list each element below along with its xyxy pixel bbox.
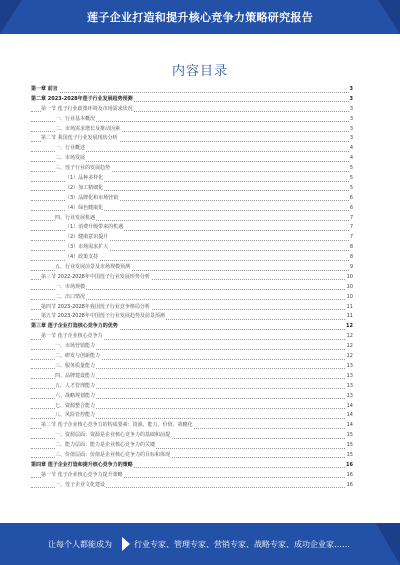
toc-entry[interactable] <box>31 174 353 184</box>
toc-entry-page: 16 <box>345 461 353 471</box>
toc-entry-page: 8 <box>349 253 353 263</box>
play-arrow-icon <box>122 537 130 551</box>
toc-entry[interactable] <box>31 263 353 273</box>
toc-entry-text: （3）市场需求扩大 <box>65 243 109 253</box>
toc-chapter-entry[interactable] <box>31 461 353 471</box>
toc-entry-page: 11 <box>346 312 353 322</box>
toc-entry-page: 10 <box>346 273 353 283</box>
toc-entry-text: 第四节 2023-2028年我国莲子行业竞争格局分析 <box>41 303 151 313</box>
toc-entry[interactable] <box>31 233 353 243</box>
toc-entry[interactable] <box>31 115 353 125</box>
toc-entry-text: 第一节 莲子企业核心竞争力提升策略 <box>41 471 124 481</box>
toc-entry-page: 7 <box>349 214 353 224</box>
toc-entry-text: （1）品种多样化 <box>65 174 104 184</box>
toc-entry[interactable] <box>31 214 353 224</box>
toc-entry-page: 9 <box>349 263 353 273</box>
toc-entry-page: 7 <box>349 233 353 243</box>
table-of-contents <box>31 85 353 491</box>
toc-entry[interactable] <box>31 441 353 451</box>
toc-entry[interactable] <box>31 243 353 253</box>
toc-entry-page: 6 <box>349 204 353 214</box>
toc-entry[interactable] <box>31 283 353 293</box>
toc-entry-page: 4 <box>349 144 353 154</box>
toc-entry-page: 16 <box>346 471 353 481</box>
toc-entry-text: 第一节 莲子行业政策环境及市场需求状况 <box>41 105 134 115</box>
toc-entry-text: 第二节 莲子企业核心竞争力的构成要素：资源、能力、价值、战略化 <box>41 421 194 431</box>
toc-entry-text: 二、市场发展 <box>55 154 86 164</box>
toc-entry[interactable] <box>31 184 353 194</box>
toc-entry-page: 3 <box>349 95 353 105</box>
toc-entry-page: 10 <box>346 283 353 293</box>
toc-entry-text: 三、莲子行业的发展趋势 <box>55 164 111 174</box>
toc-entry-page: 3 <box>349 105 353 115</box>
toc-entry[interactable] <box>31 293 353 303</box>
toc-entry[interactable] <box>31 402 353 412</box>
toc-entry[interactable] <box>31 362 353 372</box>
toc-entry-page: 12 <box>346 332 353 342</box>
toc-entry-text: 第三节 2022-2028年中国莲子行业发展形势分析 <box>41 273 151 283</box>
toc-entry[interactable] <box>31 451 353 461</box>
toc-entry-page: 11 <box>346 303 353 313</box>
report-title: 莲子企业打造和提升核心竞争力策略研究报告 <box>87 11 313 24</box>
toc-entry-page: 3 <box>349 134 353 144</box>
toc-entry-text: 二、市场需求增长及推动因素 <box>55 125 121 135</box>
toc-entry[interactable] <box>31 421 353 431</box>
toc-entry-page: 7 <box>349 223 353 233</box>
toc-entry-page: 10 <box>346 293 353 303</box>
toc-entry-text: 一、莲子企业文化建设 <box>55 481 106 491</box>
toc-entry-page: 12 <box>346 352 353 362</box>
toc-entry-page: 8 <box>349 243 353 253</box>
toc-entry[interactable] <box>31 372 353 382</box>
toc-title: 内容目录 <box>171 64 228 79</box>
toc-entry[interactable] <box>31 481 353 491</box>
toc-entry-page: 12 <box>345 322 353 332</box>
toc-entry-text: 第四章 莲子企业打造和提升核心竞争力的策略 <box>31 461 134 471</box>
toc-entry-text: 二、研发与创新能力 <box>55 352 101 362</box>
toc-entry-text: （4）政策支持 <box>65 253 99 263</box>
toc-entry[interactable] <box>31 164 353 174</box>
toc-entry-page: 13 <box>346 382 353 392</box>
toc-entry-text: 六、战略规划能力 <box>55 392 96 402</box>
toc-entry-text: 第三章 莲子企业打造核心竞争力的优势 <box>31 322 119 332</box>
toc-entry-page: 15 <box>346 441 353 451</box>
toc-entry-page: 16 <box>346 481 353 491</box>
toc-entry-page: 6 <box>349 194 353 204</box>
toc-entry-page: 14 <box>346 402 353 412</box>
toc-entry-text: 四、品牌建设能力 <box>55 372 96 382</box>
toc-entry-page: 3 <box>349 125 353 135</box>
toc-entry-text: 一、行业概述 <box>55 144 86 154</box>
toc-entry-text: （1）消费升级带来的机遇 <box>65 223 124 233</box>
toc-entry-text: 第五节 2023-2028年中国莲子行业发展趋势及前景预测 <box>41 312 166 322</box>
toc-entry[interactable] <box>31 144 353 154</box>
toc-entry-text: 三、服务质量能力 <box>55 362 96 372</box>
toc-entry-page: 13 <box>346 392 353 402</box>
toc-entry-text: 八、风险管控能力 <box>55 411 96 421</box>
toc-chapter-entry[interactable] <box>31 322 353 332</box>
toc-entry-page: 14 <box>346 421 353 431</box>
toc-entry[interactable] <box>31 253 353 263</box>
toc-entry[interactable] <box>31 382 353 392</box>
toc-entry-text: 五、行业发展前景及市场规模预测 <box>55 263 131 273</box>
toc-entry[interactable] <box>31 471 353 481</box>
toc-entry[interactable] <box>31 303 353 313</box>
toc-entry[interactable] <box>31 105 353 115</box>
toc-entry[interactable] <box>31 194 353 204</box>
footer-roles: 行业专家、管理专家、营销专家、战略专家、成功企业家…… <box>134 540 350 549</box>
toc-entry[interactable] <box>31 411 353 421</box>
toc-entry[interactable] <box>31 352 353 362</box>
toc-entry-page: 5 <box>349 184 353 194</box>
toc-entry[interactable] <box>31 273 353 283</box>
toc-entry-page: 5 <box>349 174 353 184</box>
toc-entry[interactable] <box>31 134 353 144</box>
toc-entry-page: 5 <box>349 164 353 174</box>
toc-entry-text: 一、资源层面：资源是企业核心竞争力的基础和前提 <box>55 431 171 441</box>
toc-entry[interactable] <box>31 312 353 322</box>
footer-corner <box>376 523 400 565</box>
toc-entry-text: 一、市场规模 <box>55 283 86 293</box>
toc-entry-page: 12 <box>346 342 353 352</box>
toc-entry-text: 一、行业基本概况 <box>55 115 96 125</box>
page-footer <box>0 523 400 565</box>
toc-entry-text: 第二章 2023-2028年莲子行业发展趋势预测 <box>31 95 134 105</box>
toc-entry-text: （4）绿色健康化 <box>65 204 104 214</box>
toc-entry[interactable] <box>31 332 353 342</box>
toc-entry-page: 3 <box>349 115 353 125</box>
toc-entry-text: 四、行业发展机遇 <box>55 214 96 224</box>
toc-entry[interactable] <box>31 125 353 135</box>
toc-entry-page: 3 <box>349 85 353 95</box>
toc-entry-text: 二、能力层面：能力是企业核心竞争力的关键 <box>55 441 156 451</box>
toc-entry[interactable] <box>31 342 353 352</box>
toc-entry-page: 13 <box>346 362 353 372</box>
toc-entry[interactable] <box>31 431 353 441</box>
toc-entry-page: 15 <box>346 431 353 441</box>
toc-entry[interactable] <box>31 392 353 402</box>
page-header <box>0 0 400 34</box>
toc-entry-text: （2）加工精细化 <box>65 184 104 194</box>
toc-entry-text: 第一节 莲子企业核心竞争力 <box>41 332 104 342</box>
toc-entry-page: 14 <box>346 411 353 421</box>
toc-entry-text: （3）品牌化和市场营销 <box>65 194 119 204</box>
toc-entry-text: 一、市场营销能力 <box>55 342 96 352</box>
toc-entry-text: 五、人才管理能力 <box>55 382 96 392</box>
toc-chapter-entry[interactable] <box>31 85 353 95</box>
footer-slogan: 让每个人都能成为 <box>48 540 112 549</box>
toc-entry[interactable] <box>31 204 353 214</box>
toc-entry-page: 13 <box>346 372 353 382</box>
toc-entry[interactable] <box>31 154 353 164</box>
toc-entry-text: （2）健康意识提升 <box>65 233 109 243</box>
toc-entry-text: 七、资源整合能力 <box>55 402 96 412</box>
toc-entry[interactable] <box>31 223 353 233</box>
toc-entry-text: 第二节 我国莲子行业发展现状分析 <box>41 134 119 144</box>
toc-entry-text: 三、价值层面：价值是企业核心竞争力的目标和体现 <box>55 451 171 461</box>
toc-entry-text: 第一章 前言 <box>31 85 59 95</box>
toc-entry-page: 15 <box>346 451 353 461</box>
toc-chapter-entry[interactable] <box>31 95 353 105</box>
toc-entry-text: 二、出口情况 <box>55 293 86 303</box>
toc-entry-page: 4 <box>349 154 353 164</box>
